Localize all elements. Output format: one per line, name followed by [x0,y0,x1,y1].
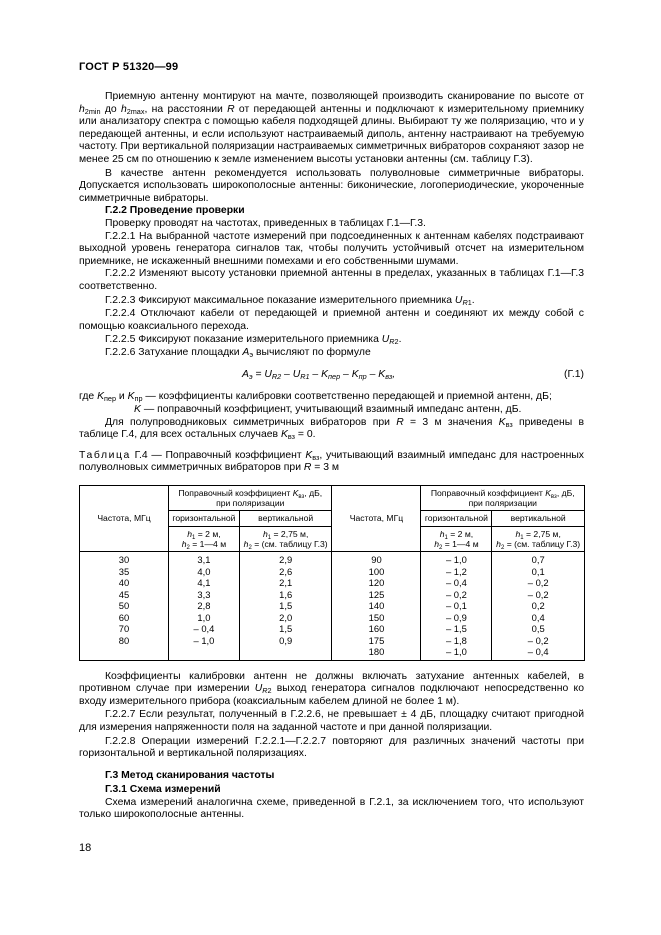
paragraph: В качестве антенн рекомендуется использовать полуволновые симметричные вибраторы. Допускается использовать широкополосные антенны: биконические, логопериодические, укороченные симметричные вибраторы. [79,167,584,204]
correction-table [79,485,585,661]
page-number: 18 [79,842,92,854]
table-cell: 60 [80,612,169,624]
table-cell: – 0,4 [492,646,585,660]
col-frequency-right: Частота, МГц [332,486,421,552]
paragraph: Для полупроводниковых симметричных вибраторов при R = 3 м значения $K_{вз}$ приведены в таблице Г.4, для всех остальных случаев $K_{вз} = 0$. [79,416,584,442]
paragraph: Схема измерений аналогична схеме, приведенной в Г.2.1, за исключением того, что используют только широкополосные антенны. [79,796,584,821]
table-cell: – 0,2 [421,589,492,601]
table-cell: 125 [332,589,421,601]
col-vertical-left: вертикальной [239,511,332,526]
table-cell [80,646,169,660]
table-cell: 4,0 [169,566,240,578]
table-cell: – 1,0 [421,646,492,660]
table-row [80,566,585,578]
table-cell: 150 [332,612,421,624]
table-cell: 90 [332,552,421,566]
table-cell: 0,5 [492,623,585,635]
col-frequency-left: Частота, МГц [80,486,169,552]
table-cell: 0,1 [492,566,585,578]
formula-expression: $A_э = U_{R2} - U_{R1} - K_{пер} - K_{пр} - K_{вз}$, [242,369,396,382]
table-row [80,600,585,612]
paragraph: Г.2.2.3 Фиксируют максимальное показание измерительного приемника $U_{R1}$. [105,294,475,307]
page-body [79,91,584,822]
table-cell: 2,6 [239,566,332,578]
paragraph: Приемную антенну монтируют на мачте, позволяющей производить сканирование по высоте от $h_{2min}$ до $h_{2max}$, на расстоянии R от передающей антенны и подключают к измерительному приемнику или анализатору спектра с помощью кабеля подходящей длины. Выбирают ту же поляризацию, что и у передающей антенны, и если используют настраиваемый диполь, антенну настраивают на требуемую частоту. При вертикальной поляризации настраиваемых симметричных вибраторов сохраняют зазор не менее 25 см по отношению к земле изменением высоты установки антенны (см. таблицу Г.3). [79,91,584,165]
paragraph: Коэффициенты калибровки антенн не должны включать затухание антенных кабелей, в противном случае при измерении $U_{R2}$ выход генератора сигналов подключают непосредственно ко входу измерительного прибора (коаксиальным кабелем длиной не более 1 м). [79,670,584,707]
table-cell: 80 [80,635,169,647]
table-cell: 50 [80,600,169,612]
table-cell: 30 [80,552,169,566]
table-cell [239,646,332,660]
table-cell: 1,5 [239,600,332,612]
paragraph: Г.2.2.5 Фиксируют показание измерительного приемника $U_{R2}$. [105,334,402,347]
table-cell: – 1,0 [169,635,240,647]
table-cell: 2,8 [169,600,240,612]
table-cell: 0,2 [492,600,585,612]
table-cell: 180 [332,646,421,660]
table-cell: 2,9 [239,552,332,566]
table-cell: 0,4 [492,612,585,624]
table-cell: 40 [80,577,169,589]
table-row [80,589,585,601]
cond-vertical-right: $h_1 = 2,75$ м, $h_2 = (см$. таблицу Г.3) [492,526,585,551]
table-cell: 70 [80,623,169,635]
table-cell: 2,0 [239,612,332,624]
table-cell: 160 [332,623,421,635]
paragraph: Г.2.2.8 Операции измерений Г.2.2.1—Г.2.2.7 повторяют для различных значений частоты при горизонтальной и вертикальной поляризациях. [79,735,584,760]
table-cell: – 0,1 [421,600,492,612]
table-cell: 0,9 [239,635,332,647]
table-cell: 100 [332,566,421,578]
cond-vertical-left: $h_1 = 2,75$ м, $h_2 = (см$. таблицу Г.3) [239,526,332,551]
table-row [80,646,585,660]
table-cell: 2,1 [239,577,332,589]
table-cell: 1,5 [239,623,332,635]
col-horizontal-right: горизонтальной [421,511,492,526]
table-cell: 3,1 [169,552,240,566]
table-cell: 0,7 [492,552,585,566]
paragraph: Проверку проводят на частотах, приведенных в таблицах Г.1—Г.3. [105,217,426,229]
paragraph: где $K_{пер}$ и $K_{пр}$ — коэффициенты калибровки соответственно передающей и приемной антенн, дБ; [79,391,552,404]
col-group-right: Поправочный коэффициент $K_{вз}$, дБ, при поляризации [421,486,585,511]
section-heading: Г.3 Метод сканирования частоты [105,769,275,781]
formula-number: (Г.1) [564,369,584,381]
col-group-left: Поправочный коэффициент $K_{вз}$, дБ, при поляризации [169,486,332,511]
table-cell: 175 [332,635,421,647]
table-cell: – 1,2 [421,566,492,578]
table-cell: – 1,8 [421,635,492,647]
table-cell: 140 [332,600,421,612]
col-horizontal-left: горизонтальной [169,511,240,526]
table-row [80,635,585,647]
paragraph: Г.2.2.4 Отключают кабели от передающей и приемной антенн и соединяют их между собой с помощью коаксиального перехода. [79,308,584,332]
table-cell: 1,6 [239,589,332,601]
table-cell: – 1,5 [421,623,492,635]
table-cell: – 0,4 [421,577,492,589]
table-cell: 45 [80,589,169,601]
cond-horizontal-right: $h_1 = 2$ м, $h_2$ = 1—4 м [421,526,492,551]
table-cell: 3,3 [169,589,240,601]
paragraph: Г.2.2.6 Затухание площадки $A_э$ вычисляют по формуле [105,346,371,360]
col-vertical-right: вертикальной [492,511,585,526]
formula-g1 [79,365,584,387]
table-cell: 120 [332,577,421,589]
table-cell: – 0,9 [421,612,492,624]
table-row [80,612,585,624]
table-row [80,577,585,589]
table-cell: 4,1 [169,577,240,589]
section-heading: Г.2.2 Проведение проверки [105,205,245,217]
paragraph: Г.2.2.2 Изменяют высоту установки приемной антенны в пределах, указанных в таблицах Г.1—Г.3 соответственно. [79,268,584,292]
table-cell: – 0,2 [492,635,585,647]
table-row [80,552,585,566]
document-header: ГОСТ Р 51320—99 [79,61,179,73]
table-caption: Таблица Г.4 — Поправочный коэффициент $K_{вз}$, учитывающий взаимный импеданс для настроенных полуволновых симметричных вибраторов при R = 3 м [79,449,584,474]
table-cell: – 1,0 [421,552,492,566]
section-heading: Г.3.1 Схема измерений [105,784,221,796]
paragraph: Г.2.2.1 На выбранной частоте измерений при подсоединенных к антеннам кабелях подстраивают выходной уровень генератора сигналов так, чтобы получить устойчивый отсчет на измерительном приемнике, не искаженный внешними помехами и его собственными шумами. [79,230,584,267]
table-cell [169,646,240,660]
table-cell: – 0,4 [169,623,240,635]
table-cell: – 0,2 [492,577,585,589]
table-cell: – 0,2 [492,589,585,601]
paragraph: K — поправочный коэффициент, учитывающий взаимный импеданс антенн, дБ. [134,404,522,416]
cond-horizontal-left: $h_1 = 2$ м, $h_2$ = 1—4 м [169,526,240,551]
table-row [80,623,585,635]
table-cell: 35 [80,566,169,578]
paragraph: Г.2.2.7 Если результат, полученный в Г.2.2.6, не превышает ± 4 дБ, площадку считают пригодной для измерения напряженности поля на заданной частоте и при данной поляризации. [79,709,584,733]
table-cell: 1,0 [169,612,240,624]
